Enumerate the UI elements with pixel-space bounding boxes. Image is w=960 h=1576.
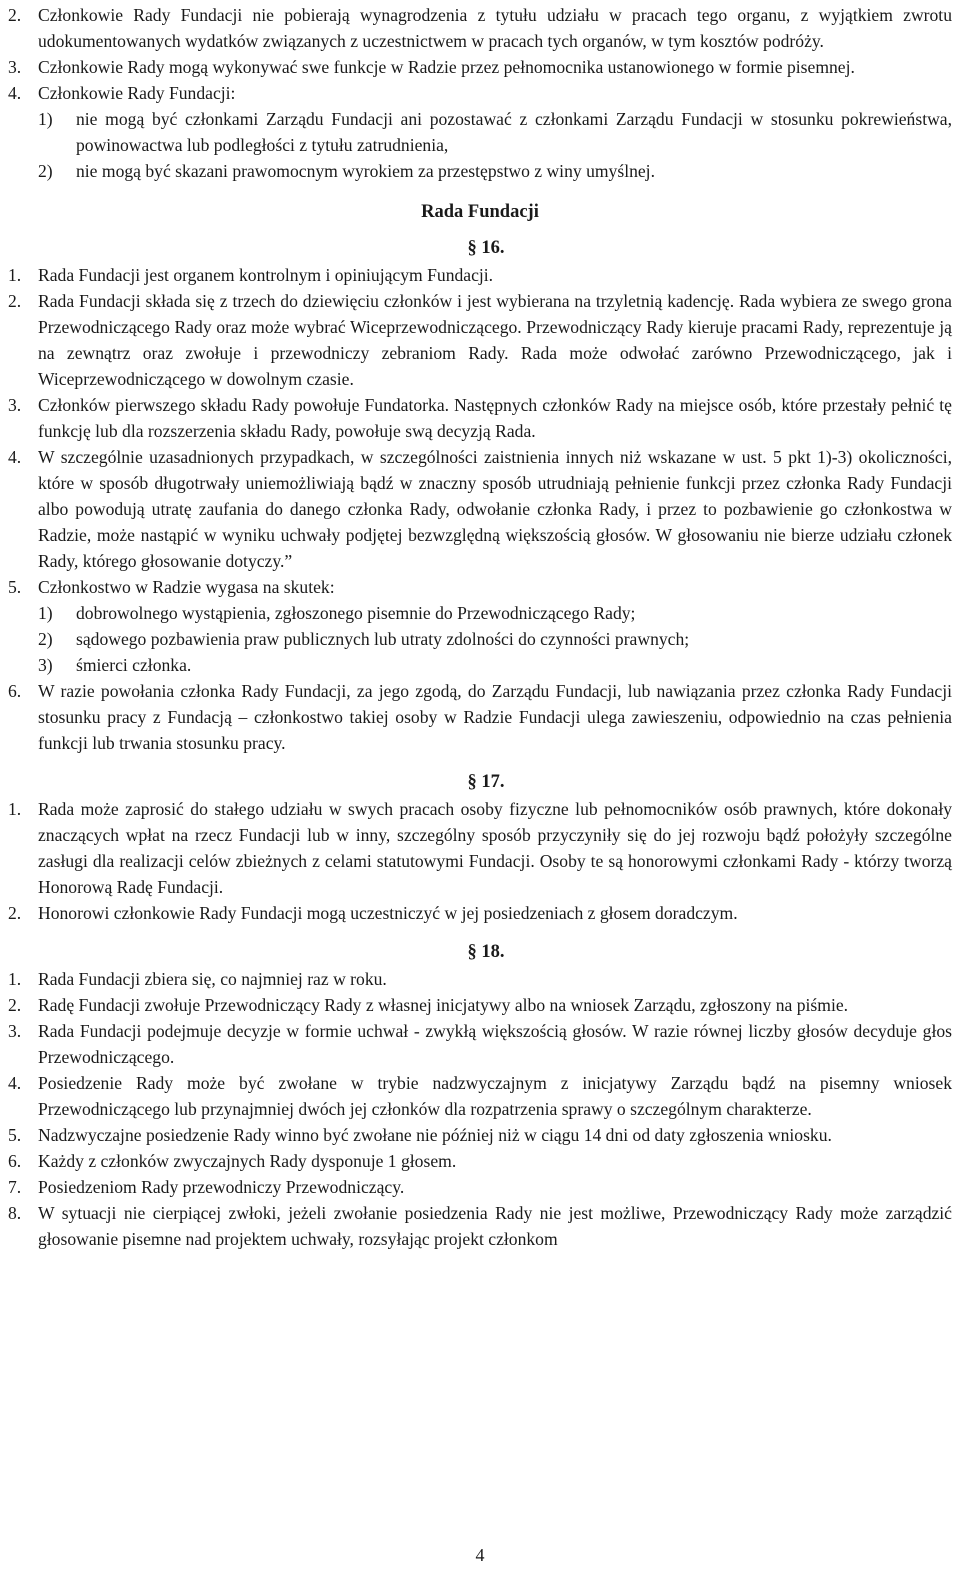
item-number: 3.	[8, 395, 22, 415]
sub-list-item	[38, 600, 952, 626]
section-title: Rada Fundacji	[421, 202, 539, 222]
list-item	[8, 574, 952, 600]
list-item	[8, 54, 952, 80]
list-item	[8, 392, 952, 444]
item-number: 1.	[8, 799, 22, 819]
item-number: 7.	[8, 1177, 22, 1197]
item-number: 8.	[8, 1203, 22, 1223]
sub-item-number: 1)	[38, 109, 53, 129]
item-number: 6.	[8, 1151, 22, 1171]
sub-item-text: nie mogą być członkami Zarządu Fundacji ani pozostawać z członkami Zarządu Fundacji w stosunku pokrewieństwa, powinowactwa lub podległości z tytułu zatrudnienia,	[76, 109, 952, 155]
item-number: 2.	[8, 903, 22, 923]
paragraph-heading-16: § 16.	[467, 238, 505, 258]
item-text: Honorowi członkowie Rady Fundacji mogą uczestniczyć w jej posiedzeniach z głosem doradczym.	[38, 903, 738, 923]
item-text: W razie powołania członka Rady Fundacji, za jego zgodą, do Zarządu Fundacji, lub nawiązania przez członka Rady Fundacji stosunku pracy z Fundacją – członkostwo takiej osoby w Radzie Fundacji ulega zawieszeniu, odpowiednio na czas pełnienia funkcji lub trwania stosunku pracy.	[38, 681, 952, 753]
list-item	[8, 1070, 952, 1122]
sub-item-number: 2)	[38, 161, 53, 181]
sub-item-text: śmierci członka.	[76, 655, 192, 675]
item-number: 3.	[8, 1021, 22, 1041]
item-text: Członkowie Rady Fundacji:	[38, 83, 236, 103]
list-item	[8, 678, 952, 756]
item-number: 6.	[8, 681, 22, 701]
item-text: W sytuacji nie cierpiącej zwłoki, jeżeli zwołanie posiedzenia Rady nie jest możliwe, Przewodniczący Rady może zarządzić głosowanie pisemne nad projektem uchwały, rozsyłając projekt członkom	[38, 1203, 952, 1249]
item-text: Nadzwyczajne posiedzenie Rady winno być zwołane nie później niż w ciągu 14 dni od daty zgłoszenia wniosku.	[38, 1125, 832, 1145]
list-item	[8, 2, 952, 54]
item-text: Członkowie Rady mogą wykonywać swe funkcje w Radzie przez pełnomocnika ustanowionego w formie pisemnej.	[38, 57, 855, 77]
item-number: 2.	[8, 995, 22, 1015]
list-item	[8, 1148, 952, 1174]
list-item	[8, 1018, 952, 1070]
sub-list-item	[38, 626, 952, 652]
sub-list-item	[38, 652, 952, 678]
sub-item-text: sądowego pozbawienia praw publicznych lub utraty zdolności do czynności prawnych;	[76, 629, 690, 649]
list-item	[8, 80, 952, 106]
list-item	[8, 1174, 952, 1200]
sub-list-item	[38, 158, 952, 184]
item-number: 5.	[8, 577, 22, 597]
item-number: 4.	[8, 447, 22, 467]
item-text: Rada Fundacji zbiera się, co najmniej raz w roku.	[38, 969, 387, 989]
item-text: W szczególnie uzasadnionych przypadkach, w szczególności zaistnienia innych niż wskazane w ust. 5 pkt 1)-3) okoliczności, które w sposób długotrwały uniemożliwiają bądź w znaczny sposób utrudniają pełnienie funkcji przez członka Rady Fundacji albo powodują utratę zaufania do danego członka Rady, odwołanie członka Rady, i przez to pozbawienie go członkostwa w Radzie, może nastąpić w wyniku uchwały podjętej bezwzględną większością głosów. W głosowaniu nie bierze udziału członek Rady, którego głosowanie dotyczy.”	[38, 447, 952, 571]
list-item	[8, 966, 952, 992]
item-text: Członkowie Rady Fundacji nie pobierają wynagrodzenia z tytułu udziału w pracach tego organu, z wyjątkiem zwrotu udokumentowanych wydatków związanych z uczestnictwem w pracach tych organów, w tym kosztów podróży.	[38, 5, 952, 51]
item-number: 3.	[8, 57, 22, 77]
sub-item-text: dobrowolnego wystąpienia, zgłoszonego pisemnie do Przewodniczącego Rady;	[76, 603, 636, 623]
item-text: Członkostwo w Radzie wygasa na skutek:	[38, 577, 335, 597]
item-number: 4.	[8, 1073, 22, 1093]
paragraph-heading-17: § 17.	[467, 772, 505, 792]
item-number: 2.	[8, 291, 22, 311]
page-number: 4	[475, 1545, 485, 1565]
item-number: 5.	[8, 1125, 22, 1145]
item-number: 2.	[8, 5, 22, 25]
sub-item-text: nie mogą być skazani prawomocnym wyrokiem za przestępstwo z winy umyślnej.	[76, 161, 655, 181]
item-text: Rada Fundacji jest organem kontrolnym i opiniującym Fundacji.	[38, 265, 494, 285]
sub-item-number: 2)	[38, 629, 53, 649]
item-number: 4.	[8, 83, 22, 103]
item-text: Posiedzenie Rady może być zwołane w trybie nadzwyczajnym z inicjatywy Zarządu bądź na pisemny wniosek Przewodniczącego lub przynajmniej dwóch jej członków dla rozpatrzenia sprawy o szczególnym charakterze.	[38, 1073, 952, 1119]
item-text: Radę Fundacji zwołuje Przewodniczący Rady z własnej inicjatywy albo na wniosek Zarządu, zgłoszony na piśmie.	[38, 995, 849, 1015]
list-item	[8, 900, 952, 926]
item-text: Rada Fundacji składa się z trzech do dziewięciu członków i jest wybierana na trzyletnią kadencję. Rada wybiera ze swego grona Przewodniczącego Rady oraz może wybrać Wiceprzewodniczącego. Przewodniczący Rady kieruje pracami Rady, reprezentuje ją na zewnątrz oraz zwołuje i przewodniczy zebraniom Rady. Rada może odwołać zarówno Przewodniczącego, jak i Wiceprzewodniczącego w dowolnym czasie.	[38, 291, 952, 389]
list-item	[8, 288, 952, 392]
list-item	[8, 1200, 952, 1252]
list-item	[8, 992, 952, 1018]
list-item	[8, 1122, 952, 1148]
list-item	[8, 262, 952, 288]
item-number: 1.	[8, 969, 22, 989]
paragraph-heading-18: § 18.	[467, 942, 505, 962]
document-body	[8, 2, 952, 1252]
item-text: Członków pierwszego składu Rady powołuje Fundatorka. Następnych członków Rady na miejsce osób, które przestały pełnić tę funkcję lub dla rozszerzenia składu Rady, powołuje swą decyzją Rada.	[38, 395, 952, 441]
list-item	[8, 444, 952, 574]
item-text: Posiedzeniom Rady przewodniczy Przewodniczący.	[38, 1177, 405, 1197]
item-number: 1.	[8, 265, 22, 285]
sub-item-number: 1)	[38, 603, 53, 623]
sub-list-item	[38, 106, 952, 158]
item-text: Każdy z członków zwyczajnych Rady dysponuje 1 głosem.	[38, 1151, 457, 1171]
item-text: Rada może zaprosić do stałego udziału w swych pracach osoby fizyczne lub pełnomocników osób prawnych, które dokonały znaczących wpłat na rzecz Fundacji lub w inny, szczególny sposób przyczyniły się do jej rozwoju bądź położyły szczególne zasługi dla realizacji celów zbieżnych z celami statutowymi Fundacji. Osoby te są honorowymi członkami Rady - którzy tworzą Honorową Radę Fundacji.	[38, 799, 952, 897]
item-text: Rada Fundacji podejmuje decyzje w formie uchwał - zwykłą większością głosów. W razie równej liczby głosów decyduje głos Przewodniczącego.	[38, 1021, 952, 1067]
sub-item-number: 3)	[38, 655, 53, 675]
list-item	[8, 796, 952, 900]
